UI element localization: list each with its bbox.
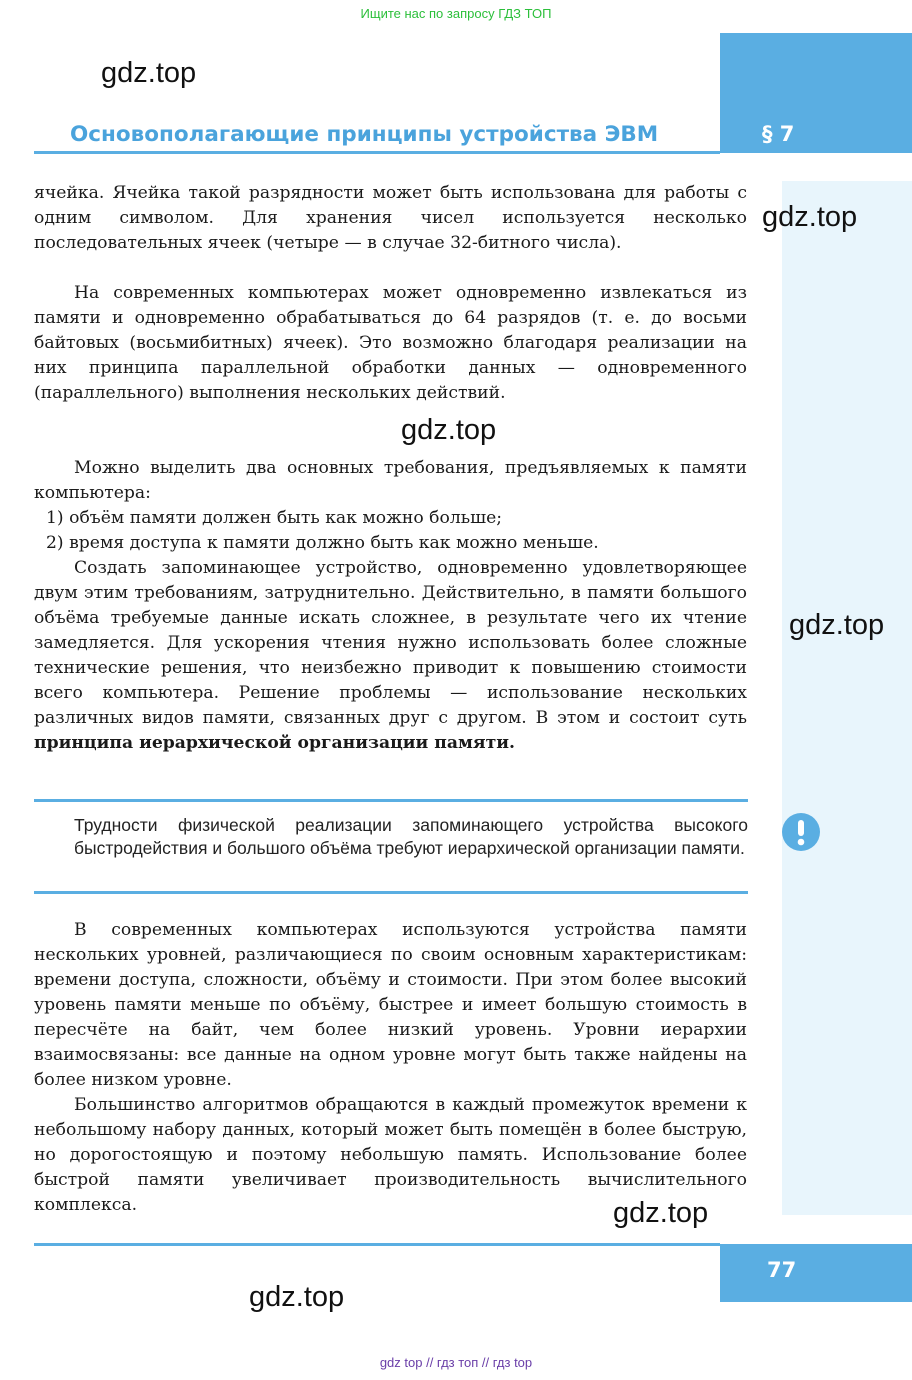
watermark: gdz.top [401, 414, 497, 446]
paragraph-2 [34, 281, 747, 406]
paragraph-5 [34, 918, 747, 1093]
margin-column [782, 181, 912, 1215]
paragraph-3 [34, 456, 747, 506]
paragraph-1: ячейка. Ячейка такой разрядности может быть использована для работы с одним символом. Для хранения чисел используется несколько последовательных ячеек (четыре — в случае 32-битного числа). [34, 183, 747, 253]
list-item: 2) время доступа к памяти должно быть как можно меньше. [46, 533, 599, 553]
watermark: gdz.top [762, 201, 858, 233]
watermark: gdz.top [613, 1197, 709, 1229]
callout-bottom-rule [34, 891, 748, 894]
paragraph-4-bold: принципа иерархической организации памяти. [34, 733, 515, 753]
watermark: gdz.top [101, 57, 197, 89]
exclamation-icon [782, 813, 820, 851]
paragraph-3-text: Можно выделить два основных требования, предъявляемых к памяти компьютера: [34, 458, 747, 503]
page-title: Основополагающие принципы устройства ЭВМ [70, 122, 659, 147]
footer-divider [34, 1243, 720, 1246]
paragraph-5-text: В современных компьютерах используются устройства памяти нескольких уровней, различающиеся по своим основным характеристикам: времени доступа, сложности, объёму и стоимости. При этом более высокий уровень памяти меньше по объёму, быстрее и имеет большую стоимость в пересчёте на байт, чем более низкий уровень. Уровни иерархии взаимосвязаны: все данные на одном уровне могут быть также найдены на более низком уровне. [34, 920, 747, 1090]
callout-text: Трудности физической реализации запоминающего устройства высокого быстродействия и большого объёма требуют иерархической организации памяти. [74, 815, 748, 858]
list-item: 1) объём памяти должен быть как можно больше; [46, 508, 503, 528]
footer-accent-block [720, 1244, 912, 1302]
section-number: § 7 [762, 122, 795, 146]
callout-top-rule [34, 799, 748, 802]
watermark: gdz.top [789, 609, 885, 641]
title-divider [34, 151, 720, 154]
top-banner: Ищите нас по запросу ГДЗ ТОП [360, 6, 552, 21]
header-accent-block [720, 33, 912, 153]
paragraph-4-text: Создать запоминающее устройство, одновременно удовлетворяющее двум этим требованиям, затруднительно. Действительно, в памяти большого объёма требуемые данные искать сложнее, в результате чего их чтение замедляется. Для ускорения чтения нужно использовать более сложные технические решения, что неизбежно приводит к повышению стоимости всего компьютера. Решение проблемы — использование нескольких различных видов памяти, связанных друг с другом. В этом и состоит суть [34, 558, 747, 728]
page-number: 77 [767, 1258, 797, 1282]
paragraph-4 [34, 556, 747, 756]
watermark: gdz.top [249, 1281, 345, 1313]
paragraph-2-text: На современных компьютерах может одновременно извлекаться из памяти и одновременно обрабатываться до 64 разрядов (т. е. до восьми байтовых (восьмибитных) ячеек). Это возможно благодаря реализации на них принципа параллельной обработки данных — одновременного (параллельного) выполнения нескольких действий. [34, 283, 747, 403]
bottom-banner: gdz top // гдз топ // гдз top [379, 1355, 533, 1370]
paragraph-6-text: Большинство алгоритмов обращаются в каждый промежуток времени к небольшому набору данных, который может быть помещён в более быструю, но дорогостоящую и поэтому небольшую память. Использование более быстрой памяти увеличивает производительность вычислительного комплекса. [34, 1095, 747, 1215]
